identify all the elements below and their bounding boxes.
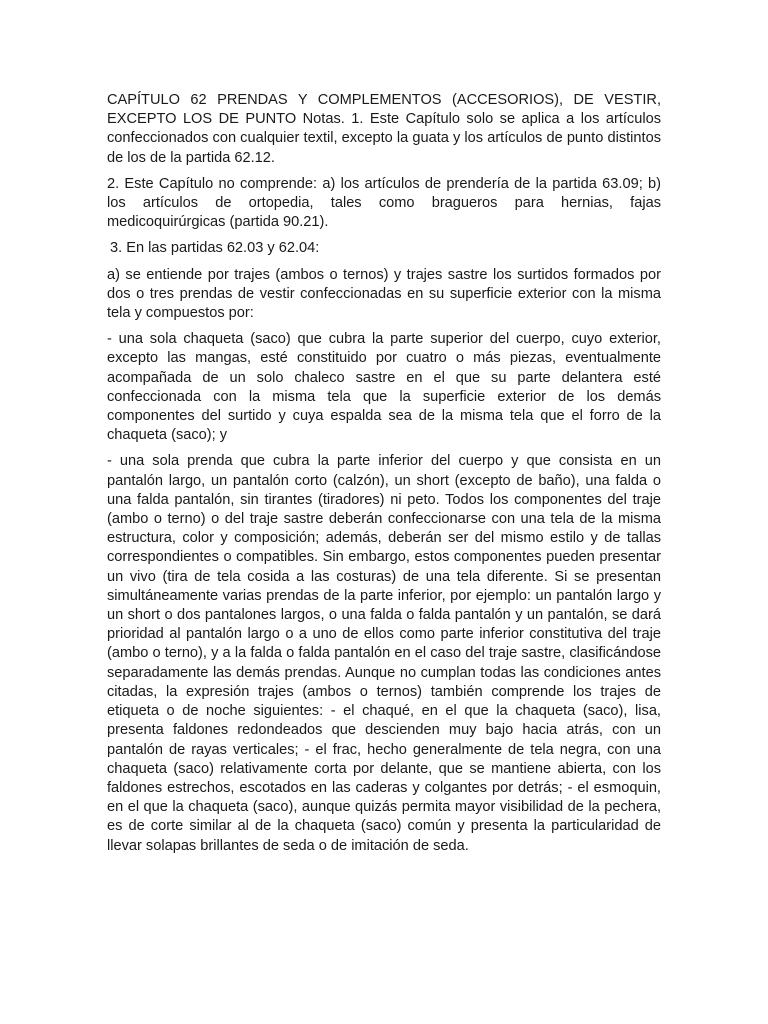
paragraph-chaqueta: - una sola chaqueta (saco) que cubra la parte superior del cuerpo, cuyo exterior, excepto las mangas, esté constituido por cuatro o más piezas, eventualmente acompañada de un solo chaleco sastre en el que su parte delantera esté confeccionada con la misma tela que la superficie exterior de los demás componentes del surtido y cuya espalda sea de la misma tela que el forro de la chaqueta (saco); y bbox=[107, 331, 661, 444]
paragraph-note-3a: a) se entiende por trajes (ambos o ternos) y trajes sastre los surtidos formados por dos o tres prendas de vestir confeccionadas en su superficie exterior con la misma tela y compuestos por: bbox=[107, 266, 661, 322]
paragraph-chapter-title: CAPÍTULO 62 PRENDAS Y COMPLEMENTOS (ACCESORIOS), DE VESTIR, EXCEPTO LOS DE PUNTO Notas. 1. Este Capítulo solo se aplica a los artículos confeccionados con cualquier textil, excepto la guata y los artículos de punto distintos de los de la partida 62.12. bbox=[107, 92, 661, 166]
document-body bbox=[107, 91, 661, 863]
paragraph-prenda-inferior: - una sola prenda que cubra la parte inferior del cuerpo y que consista en un pantalón largo, un pantalón corto (calzón), un short (excepto de baño), una falda o una falda pantalón, sin tirantes (tiradores) ni peto. Todos los componentes del traje (ambo o terno) o del traje sastre deberán confeccionarse con una tela de la misma estructura, color y composición; además, deberán ser del mismo estilo y de tallas correspondientes o compatibles. Sin embargo, estos componentes pueden presentar un vivo (tira de tela cosida a las costuras) de una tela diferente. Si se presentan simultáneamente varias prendas de la parte inferior, por ejemplo: un pantalón largo y un short o dos pantalones largos, o una falda o falda pantalón y un pantalón, se dará prioridad al pantalón largo o a uno de ellos como parte inferior constitutiva del traje (ambo o terno), y a la falda o falda pantalón en el caso del traje sastre, clasificándose separadamente las demás prendas. Aunque no cumplan todas las condiciones antes citadas, la expresión trajes (ambos o ternos) también comprende los trajes de etiqueta o de noche siguientes: - el chaqué, en el que la chaqueta (saco), lisa, presenta faldones redondeados que descienden muy bajo hacia atrás, con un pantalón de rayas verticales; - el frac, hecho generalmente de tela negra, con una chaqueta (saco) relativamente corta por delante, que se mantiene abierta, con los faldones estrechos, escotados en las caderas y colgantes por detrás; - el esmoquin, en el que la chaqueta (saco), aunque quizás permita mayor visibilidad de la pechera, es de corte similar al de la chaqueta (saco) común y presenta la particularidad de llevar solapas brillantes de seda o de imitación de seda. bbox=[107, 453, 661, 854]
paragraph-note-3: 3. En las partidas 62.03 y 62.04: bbox=[110, 240, 320, 257]
paragraph-note-2: 2. Este Capítulo no comprende: a) los artículos de prendería de la partida 63.09; b) los artículos de ortopedia, tales como bragueros para hernias, fajas medicoquirúrgicas (partida 90.21). bbox=[107, 175, 661, 231]
